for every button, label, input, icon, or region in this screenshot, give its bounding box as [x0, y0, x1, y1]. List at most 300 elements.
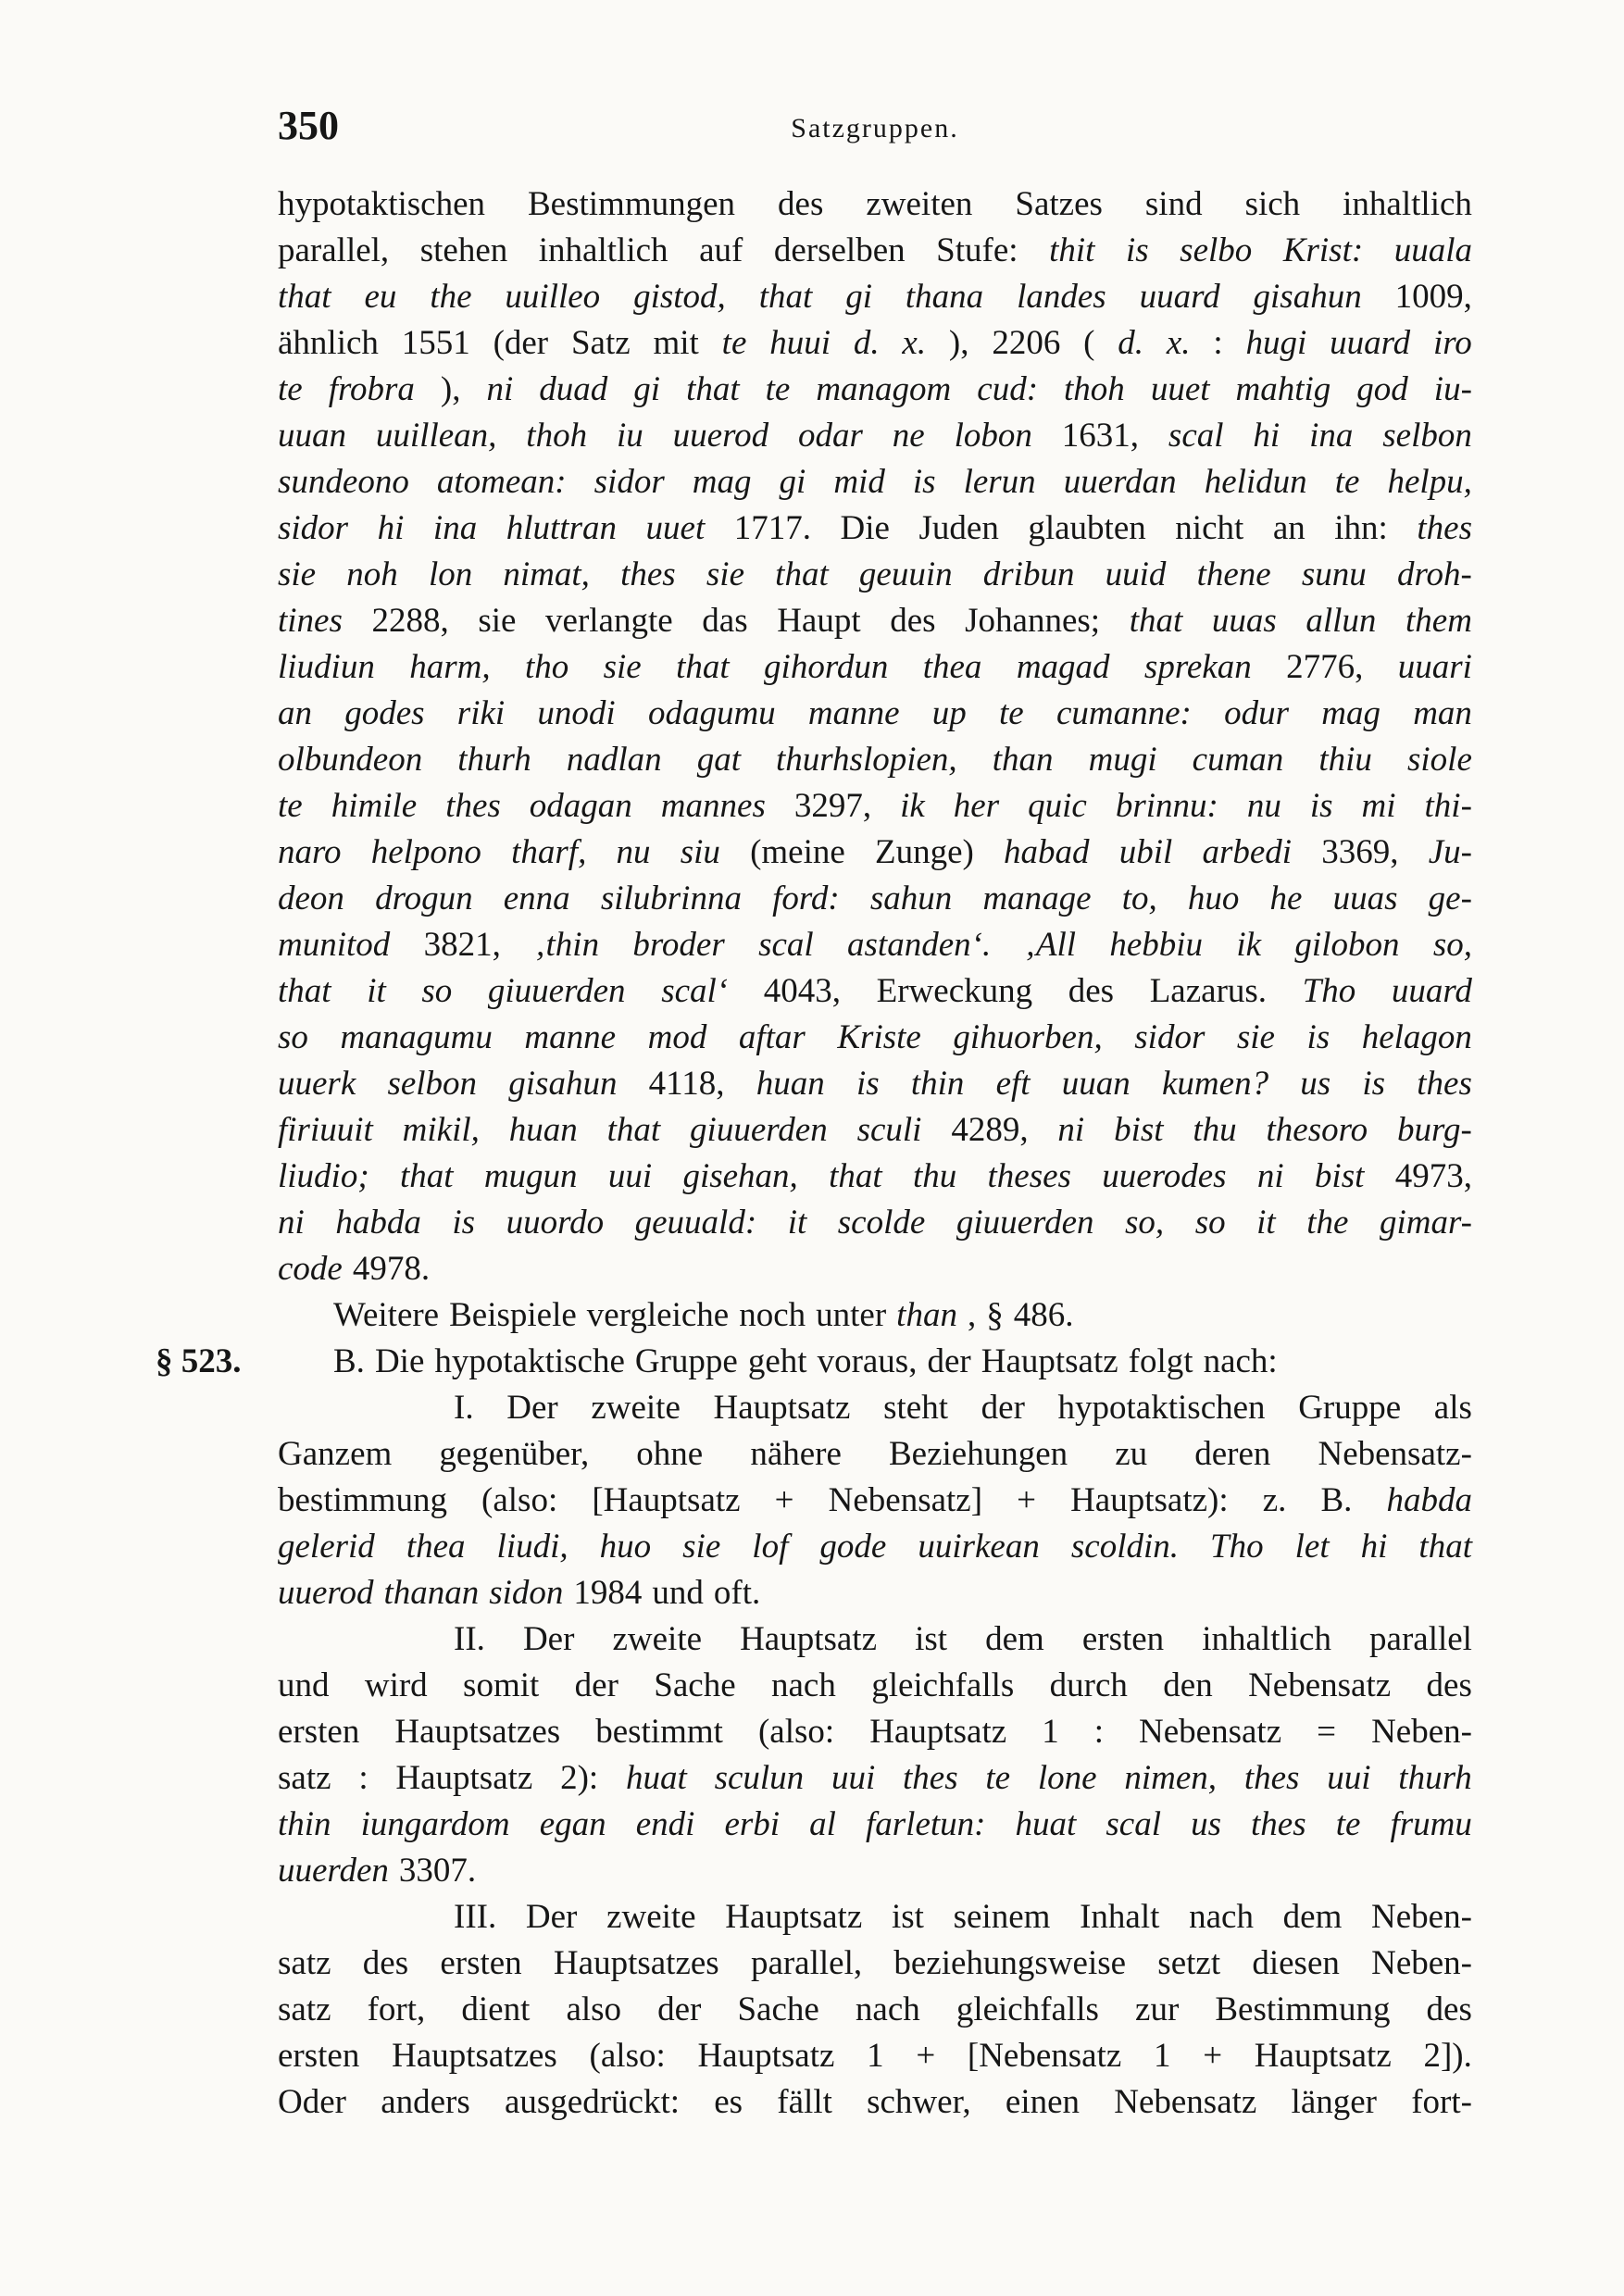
- text-line: [278, 1200, 1472, 1246]
- old-saxon-word: thes: [445, 787, 501, 825]
- word: Nebensatz: [1114, 2083, 1257, 2121]
- old-saxon-word: scoldin.: [1070, 1528, 1180, 1566]
- old-saxon-word: mikil,: [402, 1111, 480, 1149]
- old-saxon-word: gode: [819, 1528, 887, 1566]
- word: I.: [454, 1389, 474, 1427]
- old-saxon-word: ubil: [1118, 833, 1173, 871]
- old-saxon-word: uuas: [1211, 602, 1277, 640]
- old-saxon-word: uuid: [1105, 555, 1167, 593]
- word: [Nebensatz: [967, 2037, 1122, 2075]
- word: nach: [855, 1990, 920, 2028]
- word: dem: [985, 1620, 1044, 1658]
- old-saxon-word: uuerodes: [1102, 1157, 1227, 1195]
- old-saxon-word: to,: [1121, 880, 1157, 917]
- old-saxon-word: iungardom: [360, 1805, 510, 1843]
- word: Stufe:: [936, 231, 1018, 269]
- old-saxon-word: lon: [428, 555, 473, 593]
- old-saxon-word: manne: [524, 1018, 617, 1056]
- word: bestimmung: [278, 1481, 447, 1519]
- word: zur: [1135, 1990, 1180, 2028]
- word: 1984: [573, 1574, 643, 1612]
- old-saxon-word: that: [686, 370, 740, 408]
- old-saxon-word: magad: [1016, 648, 1110, 686]
- text-line: [278, 1570, 1472, 1616]
- old-saxon-word: uuet: [1150, 370, 1210, 408]
- old-saxon-word: aftar: [738, 1018, 806, 1056]
- old-saxon-word: arbedi: [1202, 833, 1293, 871]
- old-saxon-word: gisahun: [1253, 278, 1362, 316]
- old-saxon-word: cud:: [977, 370, 1039, 408]
- old-saxon-word: harm,: [409, 648, 491, 686]
- old-saxon-word: thes: [1417, 1065, 1472, 1103]
- text-line: [278, 2033, 1472, 2079]
- word: 1: [1154, 2037, 1171, 2075]
- old-saxon-word: iu: [616, 417, 643, 455]
- old-saxon-word: firiuuit: [278, 1111, 373, 1149]
- word: 1: [1042, 1713, 1059, 1751]
- old-saxon-word: is: [1309, 787, 1333, 825]
- old-saxon-word: lerun: [963, 463, 1036, 501]
- old-saxon-word: thurh: [1398, 1759, 1472, 1797]
- old-saxon-word: helagon: [1361, 1018, 1472, 1056]
- word: nach:: [1203, 1342, 1278, 1380]
- word: an: [1272, 509, 1305, 547]
- old-saxon-word: odur: [1224, 694, 1289, 732]
- old-saxon-word: egan: [539, 1805, 606, 1843]
- old-saxon-word: atomean:: [436, 463, 567, 501]
- old-saxon-word: hi: [1360, 1528, 1388, 1566]
- word: dem: [1282, 1898, 1343, 1936]
- word: (also:: [589, 2037, 666, 2075]
- old-saxon-word: manage: [982, 880, 1092, 917]
- word: also: [566, 1990, 622, 2028]
- old-saxon-word: olbundeon: [278, 741, 423, 779]
- old-saxon-word: sidon: [489, 1574, 564, 1612]
- word: B.: [1320, 1481, 1353, 1519]
- old-saxon-word: mahtig: [1235, 370, 1331, 408]
- old-saxon-word: drogun: [375, 880, 473, 917]
- word: 4043,: [763, 972, 841, 1010]
- word: schwer,: [867, 2083, 971, 2121]
- old-saxon-word: odagan: [529, 787, 632, 825]
- word: satz: [278, 1759, 331, 1797]
- old-saxon-word: uuerden: [278, 1852, 389, 1890]
- word: 1: [867, 2037, 884, 2075]
- old-saxon-word: gi: [845, 278, 872, 316]
- old-saxon-word: god: [1356, 370, 1408, 408]
- word: und: [278, 1666, 330, 1704]
- word: [Hauptsatz: [592, 1481, 741, 1519]
- word: Sache: [737, 1990, 819, 2028]
- word: setzt: [1157, 1944, 1221, 1982]
- word: ausgedrückt:: [504, 2083, 681, 2121]
- old-saxon-word: eft: [995, 1065, 1031, 1103]
- old-saxon-word: thes: [1243, 1759, 1300, 1797]
- old-saxon-word: gistod,: [633, 278, 726, 316]
- word: III.: [454, 1898, 497, 1936]
- word: =: [1317, 1713, 1337, 1751]
- old-saxon-word: huat: [1015, 1805, 1077, 1843]
- word: Bestimmung: [1215, 1990, 1391, 2028]
- old-saxon-word: nu: [616, 833, 651, 871]
- old-saxon-word: sie: [278, 555, 317, 593]
- old-saxon-word: broder: [632, 926, 725, 964]
- old-saxon-word: thiu: [1318, 741, 1372, 779]
- word: unter: [816, 1296, 887, 1334]
- word: Neben-: [1371, 1898, 1472, 1936]
- word: Johannes;: [965, 602, 1101, 640]
- word: Weitere: [333, 1296, 440, 1334]
- old-saxon-word: te: [278, 787, 303, 825]
- old-saxon-word: kumen?: [1162, 1065, 1269, 1103]
- word: parallel: [1369, 1620, 1472, 1658]
- old-saxon-word: thurhslopien,: [776, 741, 957, 779]
- word: stehen: [419, 231, 508, 269]
- old-saxon-word: duad: [539, 370, 608, 408]
- word: Lazarus.: [1149, 972, 1268, 1010]
- text-line: [278, 1385, 1472, 1431]
- text-line: [278, 1616, 1472, 1663]
- old-saxon-word: it: [1256, 1204, 1276, 1242]
- old-saxon-word: so: [421, 972, 453, 1010]
- word: es: [714, 2083, 743, 2121]
- old-saxon-word: it: [787, 1204, 807, 1242]
- word: der: [927, 1342, 971, 1380]
- old-saxon-word: ‚All: [1024, 926, 1077, 964]
- word: des: [890, 602, 936, 640]
- text-line: [278, 1709, 1472, 1755]
- text-line: [278, 367, 1472, 413]
- word: Der: [525, 1898, 578, 1936]
- word: Der: [506, 1389, 558, 1427]
- word: Nebensatz: [1139, 1713, 1282, 1751]
- old-saxon-word: lone: [1037, 1759, 1097, 1797]
- old-saxon-word: geuuin: [858, 555, 953, 593]
- old-saxon-word: the: [1306, 1204, 1349, 1242]
- old-saxon-word: uuerod: [672, 417, 769, 455]
- old-saxon-word: so,: [1432, 926, 1472, 964]
- old-saxon-word: himile: [331, 787, 418, 825]
- word: Hauptsatz: [725, 1898, 863, 1936]
- old-saxon-word: sidor: [593, 463, 665, 501]
- word: zweite: [606, 1898, 696, 1936]
- old-saxon-word: naro: [278, 833, 342, 871]
- word: satz: [278, 1944, 331, 1982]
- word: +: [1017, 1481, 1036, 1519]
- old-saxon-word: te: [721, 324, 747, 362]
- word: Sache: [654, 1666, 736, 1704]
- old-saxon-word: giuuerden: [956, 1204, 1094, 1242]
- old-saxon-word: sculi: [856, 1111, 922, 1149]
- text-line: [156, 1339, 1472, 1385]
- old-saxon-word: dribun: [982, 555, 1075, 593]
- text-line: [278, 181, 1472, 228]
- old-saxon-word: sculun: [714, 1759, 805, 1797]
- word: II.: [454, 1620, 485, 1658]
- word: Satzes: [1015, 185, 1103, 223]
- word: parallel,: [750, 1944, 863, 1982]
- old-saxon-word: gi: [633, 370, 661, 408]
- word: ),: [440, 370, 461, 408]
- old-saxon-word: uuard: [1330, 324, 1411, 362]
- old-saxon-word: ‚thin: [534, 926, 600, 964]
- word: der: [657, 1990, 702, 2028]
- word: 1717.: [733, 509, 811, 547]
- word: den: [1163, 1666, 1213, 1704]
- old-saxon-word: bist: [1114, 1111, 1164, 1149]
- old-saxon-word: thea: [922, 648, 982, 686]
- old-saxon-word: uui: [1327, 1759, 1371, 1797]
- old-saxon-word: hugi: [1245, 324, 1307, 362]
- old-saxon-word: giuuerden: [690, 1111, 828, 1149]
- old-saxon-word: mod: [647, 1018, 707, 1056]
- old-saxon-word: frobra: [328, 370, 415, 408]
- old-saxon-word: cuman: [1192, 741, 1284, 779]
- old-saxon-word: uuordo: [506, 1204, 605, 1242]
- old-saxon-word: unodi: [537, 694, 616, 732]
- old-saxon-word: odagumu: [647, 694, 776, 732]
- word: Neben-: [1371, 1944, 1472, 1982]
- old-saxon-word: sunu: [1301, 555, 1367, 593]
- text-line: [278, 737, 1472, 783]
- old-saxon-word: huo: [599, 1528, 652, 1566]
- old-saxon-word: helidun: [1204, 463, 1307, 501]
- word: wird: [364, 1666, 428, 1704]
- old-saxon-word: scal: [1168, 417, 1224, 455]
- old-saxon-word: so,: [1125, 1204, 1165, 1242]
- word: mit: [653, 324, 699, 362]
- word: ähnlich: [278, 324, 379, 362]
- old-saxon-word: thesoro: [1266, 1111, 1368, 1149]
- running-head: Satzgruppen.: [791, 113, 959, 144]
- word: derselben: [773, 231, 906, 269]
- word: länger: [1291, 2083, 1377, 2121]
- old-saxon-word: liudiun: [278, 648, 375, 686]
- old-saxon-word: sprekan: [1143, 648, 1252, 686]
- text-line: [278, 830, 1472, 876]
- old-saxon-word: thi-: [1424, 787, 1472, 825]
- old-saxon-word: the: [430, 278, 472, 316]
- text-line: [278, 1802, 1472, 1848]
- old-saxon-word: thoh: [526, 417, 588, 455]
- word: Nebensatz: [1248, 1666, 1392, 1704]
- word: Haupt: [777, 602, 861, 640]
- old-saxon-word: her: [953, 787, 1000, 825]
- text-line: [278, 274, 1472, 320]
- word: Gruppe: [634, 1342, 738, 1380]
- word: glaubten: [1028, 509, 1146, 547]
- old-saxon-word: uuard: [1139, 278, 1220, 316]
- old-saxon-word: ina: [1309, 417, 1354, 455]
- old-saxon-word: ford:: [772, 880, 840, 917]
- word: ist: [915, 1620, 948, 1658]
- old-saxon-word: uuirkean: [918, 1528, 1040, 1566]
- word: 2776,: [1286, 648, 1364, 686]
- old-saxon-word: iu-: [1433, 370, 1472, 408]
- old-saxon-word: landes: [1017, 278, 1106, 316]
- word: seinem: [953, 1898, 1051, 1936]
- old-saxon-word: uuas: [1332, 880, 1398, 917]
- old-saxon-word: frumu: [1390, 1805, 1472, 1843]
- old-saxon-word: that: [1129, 602, 1183, 640]
- old-saxon-word: nu: [1246, 787, 1281, 825]
- old-saxon-word: thu: [912, 1157, 957, 1195]
- word: Hauptsatz: [713, 1389, 851, 1427]
- old-saxon-word: is: [1306, 1018, 1330, 1056]
- word: ersten: [278, 1713, 360, 1751]
- old-saxon-word: thurh: [457, 741, 531, 779]
- word: +: [916, 2037, 936, 2075]
- old-saxon-word: is: [1362, 1065, 1386, 1103]
- old-saxon-word: tharf,: [511, 833, 587, 871]
- old-saxon-word: helpono: [370, 833, 481, 871]
- word: bestimmt: [595, 1713, 723, 1751]
- word: anders: [381, 2083, 470, 2121]
- word: Beziehungen: [888, 1435, 1068, 1473]
- old-saxon-word: mugun: [483, 1157, 578, 1195]
- word: und: [652, 1574, 704, 1612]
- old-saxon-word: that: [1418, 1528, 1472, 1566]
- old-saxon-word: hluttran: [506, 509, 617, 547]
- word: 486.: [1013, 1296, 1074, 1334]
- old-saxon-word: scal: [758, 926, 814, 964]
- word: 1551: [401, 324, 470, 362]
- word: 1631,: [1061, 417, 1140, 455]
- word: voraus,: [817, 1342, 918, 1380]
- old-saxon-word: al: [809, 1805, 836, 1843]
- old-saxon-word: tho: [524, 648, 569, 686]
- old-saxon-word: godes: [344, 694, 425, 732]
- old-saxon-word: gisehan,: [682, 1157, 798, 1195]
- old-saxon-word: that: [829, 1157, 882, 1195]
- old-saxon-word: scolde: [837, 1204, 926, 1242]
- word: zu: [1115, 1435, 1148, 1473]
- old-saxon-word: sie: [682, 1528, 721, 1566]
- word: folgt: [1128, 1342, 1193, 1380]
- old-saxon-word: hebbiu: [1109, 926, 1204, 964]
- old-saxon-word: uuerk: [278, 1065, 356, 1103]
- old-saxon-word: thin: [910, 1065, 965, 1103]
- old-saxon-word: odar: [797, 417, 863, 455]
- old-saxon-word: mag: [1321, 694, 1380, 732]
- old-saxon-word: uui: [831, 1759, 876, 1797]
- old-saxon-word: thes: [620, 555, 676, 593]
- word: 1009,: [1394, 278, 1472, 316]
- old-saxon-word: Tho: [1210, 1528, 1264, 1566]
- word: Hauptsatzes: [394, 1713, 561, 1751]
- word: sind: [1144, 185, 1203, 223]
- old-saxon-word: thu: [1193, 1111, 1237, 1149]
- word: der: [981, 1389, 1025, 1427]
- word: Erweckung: [876, 972, 1033, 1010]
- word: :: [358, 1759, 369, 1797]
- word: 2206: [992, 324, 1061, 362]
- word: 3307.: [398, 1852, 477, 1890]
- section-number: § 523.: [156, 1342, 242, 1380]
- old-saxon-word: gisahun: [508, 1065, 618, 1103]
- text-line: [278, 1663, 1472, 1709]
- text-line: [278, 1848, 1472, 1894]
- text-line: [278, 1478, 1472, 1524]
- old-saxon-word: that: [606, 1111, 661, 1149]
- word: des: [1426, 1990, 1472, 2028]
- old-saxon-word: is: [912, 463, 936, 501]
- text-line: [278, 968, 1472, 1015]
- word: nicht: [1175, 509, 1244, 547]
- old-saxon-word: gi: [779, 463, 806, 501]
- word: zweiten: [866, 185, 973, 223]
- text-line: [278, 1061, 1472, 1107]
- text-line: [278, 1154, 1472, 1200]
- word: 3297,: [793, 787, 872, 825]
- word: hypotaktischen: [1057, 1389, 1266, 1427]
- old-saxon-word: nimen,: [1124, 1759, 1218, 1797]
- old-saxon-word: quic: [1028, 787, 1087, 825]
- word: 2):: [560, 1759, 599, 1797]
- word: 4118,: [648, 1065, 725, 1103]
- word: Hauptsatz: [740, 1620, 878, 1658]
- word: deren: [1194, 1435, 1271, 1473]
- word: oft.: [713, 1574, 761, 1612]
- old-saxon-word: droh-: [1396, 555, 1472, 593]
- word: Satz: [570, 324, 631, 362]
- word: :: [1093, 1713, 1104, 1751]
- old-saxon-word: than: [896, 1296, 957, 1334]
- old-saxon-word: te: [1334, 463, 1360, 501]
- old-saxon-word: gihordun: [764, 648, 889, 686]
- old-saxon-word: that: [676, 648, 730, 686]
- old-saxon-word: Ju-: [1428, 833, 1472, 871]
- text-line: [278, 1524, 1472, 1570]
- word: noch: [739, 1296, 806, 1334]
- page-header: [278, 102, 1472, 157]
- word: +: [1203, 2037, 1223, 2075]
- old-saxon-word: mag: [692, 463, 752, 501]
- word: einen: [1005, 2083, 1081, 2121]
- word: Oder: [278, 2083, 346, 2121]
- old-saxon-word: gimar-: [1379, 1204, 1472, 1242]
- text-line: [278, 552, 1472, 598]
- old-saxon-word: code: [278, 1250, 343, 1288]
- old-saxon-word: ni: [1256, 1157, 1284, 1195]
- text-line: [278, 1015, 1472, 1061]
- old-saxon-word: habda: [335, 1204, 421, 1242]
- word: ersten: [278, 2037, 360, 2075]
- old-saxon-word: uuerdan: [1063, 463, 1177, 501]
- old-saxon-word: mannes: [660, 787, 766, 825]
- old-saxon-word: uuard: [1391, 972, 1472, 1010]
- old-saxon-word: managumu: [340, 1018, 493, 1056]
- old-saxon-word: that: [278, 278, 331, 316]
- old-saxon-word: cumanne:: [1056, 694, 1192, 732]
- word: satz: [278, 1990, 331, 2028]
- old-saxon-word: enna: [503, 880, 570, 917]
- word: ersten: [440, 1944, 522, 1982]
- text-line: [278, 505, 1472, 552]
- old-saxon-word: that: [758, 278, 813, 316]
- old-saxon-word: allun: [1305, 602, 1377, 640]
- word: nach: [1189, 1898, 1254, 1936]
- old-saxon-word: helpu,: [1387, 463, 1472, 501]
- old-saxon-word: mi: [1361, 787, 1396, 825]
- text-line: [278, 320, 1472, 367]
- old-saxon-word: uuet: [645, 509, 706, 547]
- word: Nebensatz-: [1318, 1435, 1472, 1473]
- text-line: [278, 413, 1472, 459]
- word: gleichfalls: [956, 1990, 1099, 2028]
- word: Die: [840, 509, 890, 547]
- word: Hauptsatzes: [392, 2037, 557, 2075]
